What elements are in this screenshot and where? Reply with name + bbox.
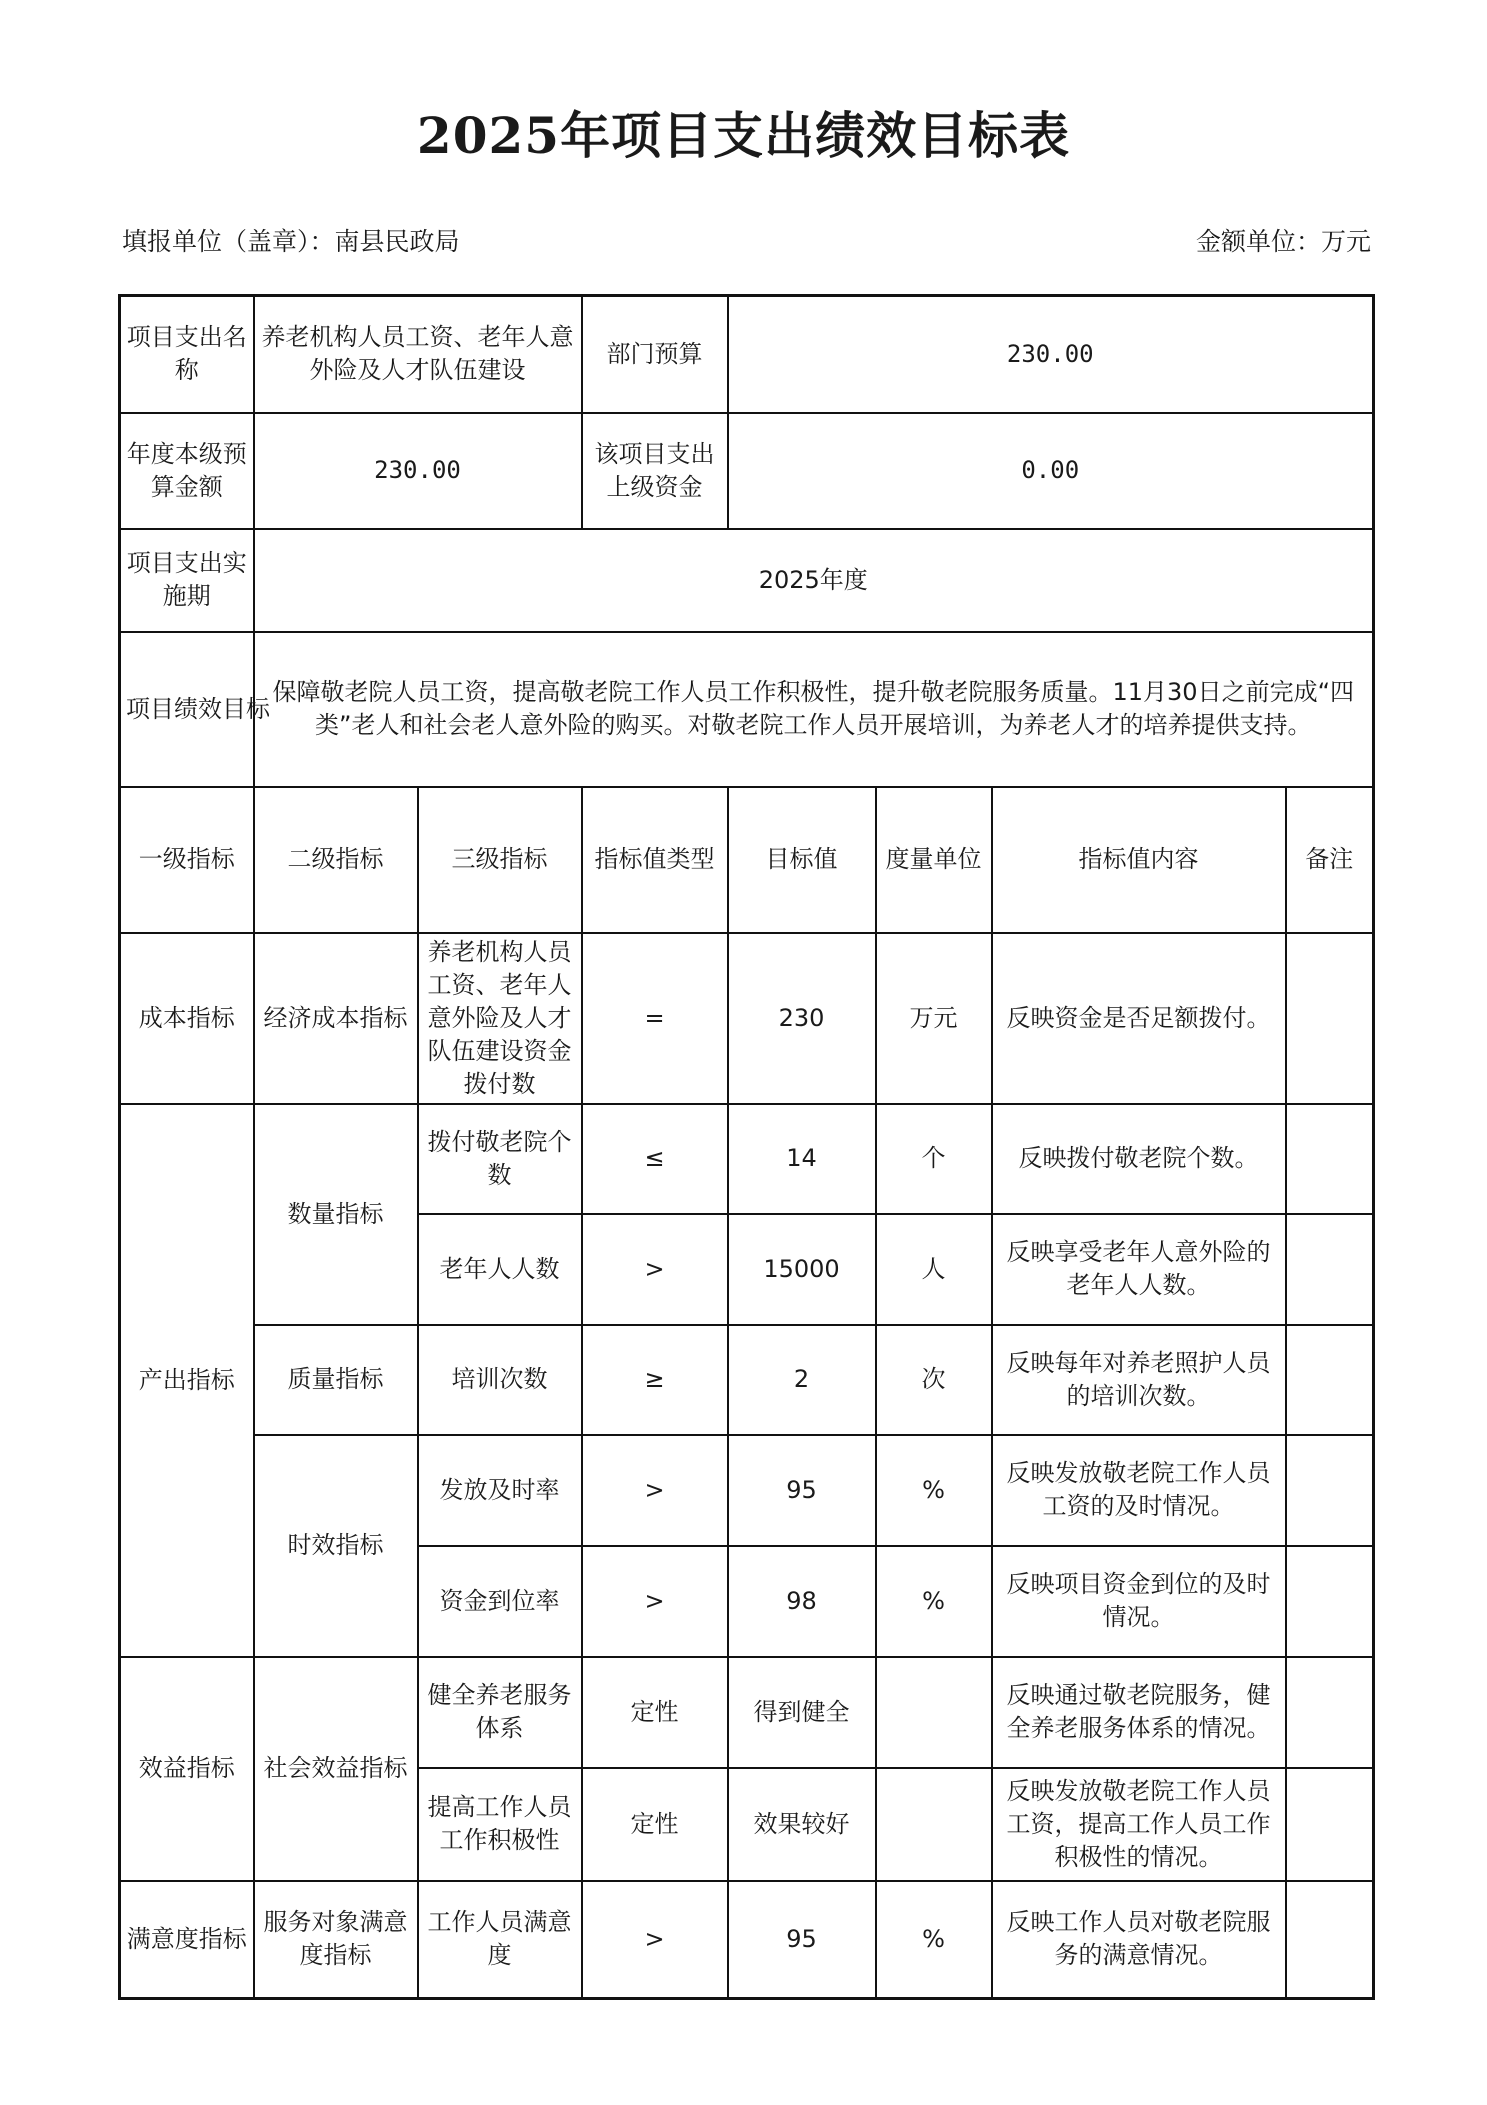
project-name-value: 养老机构人员工资、老年人意外险及人才队伍建设 <box>254 296 582 413</box>
indicator-content: 反映发放敬老院工作人员工资，提高工作人员工作积极性的情况。 <box>992 1768 1286 1881</box>
value-type: > <box>582 1881 728 1999</box>
indicator-content: 反映发放敬老院工作人员工资的及时情况。 <box>992 1435 1286 1546</box>
measure-unit: % <box>876 1546 992 1657</box>
col-header-l3: 三级指标 <box>418 787 582 933</box>
period-label: 项目支出实施期 <box>120 529 254 632</box>
target-value: 14 <box>728 1104 876 1214</box>
table-row <box>120 933 1374 1104</box>
measure-unit: 次 <box>876 1325 992 1435</box>
target-value: 15000 <box>728 1214 876 1325</box>
table-row <box>120 1881 1374 1999</box>
level3-indicator: 老年人人数 <box>418 1214 582 1325</box>
indicator-content: 反映通过敬老院服务，健全养老服务体系的情况。 <box>992 1657 1286 1768</box>
measure-unit: 万元 <box>876 933 992 1104</box>
level2-indicator: 数量指标 <box>254 1104 418 1325</box>
value-type: > <box>582 1214 728 1325</box>
remark <box>1286 1325 1374 1435</box>
col-header-unit: 度量单位 <box>876 787 992 933</box>
level2-indicator: 质量指标 <box>254 1325 418 1435</box>
target-value: 2 <box>728 1325 876 1435</box>
measure-unit <box>876 1768 992 1881</box>
measure-unit: % <box>876 1881 992 1999</box>
remark <box>1286 1104 1374 1214</box>
superior-funds-value: 0.00 <box>728 413 1374 529</box>
level2-indicator: 服务对象满意度指标 <box>254 1881 418 1999</box>
indicator-content: 反映每年对养老照护人员的培训次数。 <box>992 1325 1286 1435</box>
target-value: 95 <box>728 1435 876 1546</box>
level3-indicator: 培训次数 <box>418 1325 582 1435</box>
dept-budget-value: 230.00 <box>728 296 1374 413</box>
value-type: ≥ <box>582 1325 728 1435</box>
indicator-content: 反映项目资金到位的及时情况。 <box>992 1546 1286 1657</box>
project-name-row <box>120 296 1374 413</box>
target-value: 效果较好 <box>728 1768 876 1881</box>
annual-budget-row <box>120 413 1374 529</box>
indicator-content: 反映资金是否足额拨付。 <box>992 933 1286 1104</box>
col-header-l2: 二级指标 <box>254 787 418 933</box>
level3-indicator: 拨付敬老院个数 <box>418 1104 582 1214</box>
table-row <box>120 1104 1374 1214</box>
col-header-note: 备注 <box>1286 787 1374 933</box>
col-header-type: 指标值类型 <box>582 787 728 933</box>
performance-target-table <box>118 294 1375 2000</box>
level2-indicator: 时效指标 <box>254 1435 418 1657</box>
remark <box>1286 1214 1374 1325</box>
page-title: 2025年项目支出绩效目标表 <box>416 106 1071 165</box>
table-row <box>120 1657 1374 1768</box>
table-row <box>120 1325 1374 1435</box>
project-name-label: 项目支出名称 <box>120 296 254 413</box>
goal-text: 保障敬老院人员工资，提高敬老院工作人员工作积极性，提升敬老院服务质量。11月30日之前完成“四类”老人和社会老人意外险的购买。对敬老院工作人员开展培训，为养老人才的培养提供支持。 <box>254 632 1374 787</box>
measure-unit: 人 <box>876 1214 992 1325</box>
target-value: 230 <box>728 933 876 1104</box>
value-type: > <box>582 1546 728 1657</box>
value-type: = <box>582 933 728 1104</box>
amount-unit: 金额单位：万元 <box>1195 227 1371 256</box>
column-header-row <box>120 787 1374 933</box>
measure-unit: 个 <box>876 1104 992 1214</box>
indicator-content: 反映拨付敬老院个数。 <box>992 1104 1286 1214</box>
level2-indicator: 经济成本指标 <box>254 933 418 1104</box>
col-header-content: 指标值内容 <box>992 787 1286 933</box>
indicator-content: 反映享受老年人意外险的老年人人数。 <box>992 1214 1286 1325</box>
period-value: 2025年度 <box>254 529 1374 632</box>
annual-budget-value: 230.00 <box>254 413 582 529</box>
level1-indicator: 满意度指标 <box>120 1881 254 1999</box>
remark <box>1286 1768 1374 1881</box>
col-header-l1: 一级指标 <box>120 787 254 933</box>
reporting-unit: 填报单位（盖章）：南县民政局 <box>122 227 460 256</box>
level3-indicator: 发放及时率 <box>418 1435 582 1546</box>
remark <box>1286 1546 1374 1657</box>
level3-indicator: 工作人员满意度 <box>418 1881 582 1999</box>
measure-unit: % <box>876 1435 992 1546</box>
level1-indicator: 产出指标 <box>120 1104 254 1657</box>
value-type: > <box>582 1435 728 1546</box>
target-value: 95 <box>728 1881 876 1999</box>
level1-indicator: 效益指标 <box>120 1657 254 1881</box>
goal-row <box>120 632 1374 787</box>
value-type: ≤ <box>582 1104 728 1214</box>
level3-indicator: 提高工作人员工作积极性 <box>418 1768 582 1881</box>
level1-indicator: 成本指标 <box>120 933 254 1104</box>
remark <box>1286 1881 1374 1999</box>
level3-indicator: 健全养老服务体系 <box>418 1657 582 1768</box>
level3-indicator: 养老机构人员工资、老年人意外险及人才队伍建设资金拨付数 <box>418 933 582 1104</box>
remark <box>1286 1435 1374 1546</box>
value-type: 定性 <box>582 1657 728 1768</box>
dept-budget-label: 部门预算 <box>582 296 728 413</box>
target-value: 98 <box>728 1546 876 1657</box>
remark <box>1286 1657 1374 1768</box>
annual-budget-label: 年度本级预算金额 <box>120 413 254 529</box>
remark <box>1286 933 1374 1104</box>
level3-indicator: 资金到位率 <box>418 1546 582 1657</box>
goal-label: 项目绩效目标 <box>120 632 254 787</box>
indicator-content: 反映工作人员对敬老院服务的满意情况。 <box>992 1881 1286 1999</box>
col-header-target: 目标值 <box>728 787 876 933</box>
target-value: 得到健全 <box>728 1657 876 1768</box>
period-row <box>120 529 1374 632</box>
measure-unit <box>876 1657 992 1768</box>
table-row <box>120 1435 1374 1546</box>
level2-indicator: 社会效益指标 <box>254 1657 418 1881</box>
value-type: 定性 <box>582 1768 728 1881</box>
superior-funds-label: 该项目支出上级资金 <box>582 413 728 529</box>
